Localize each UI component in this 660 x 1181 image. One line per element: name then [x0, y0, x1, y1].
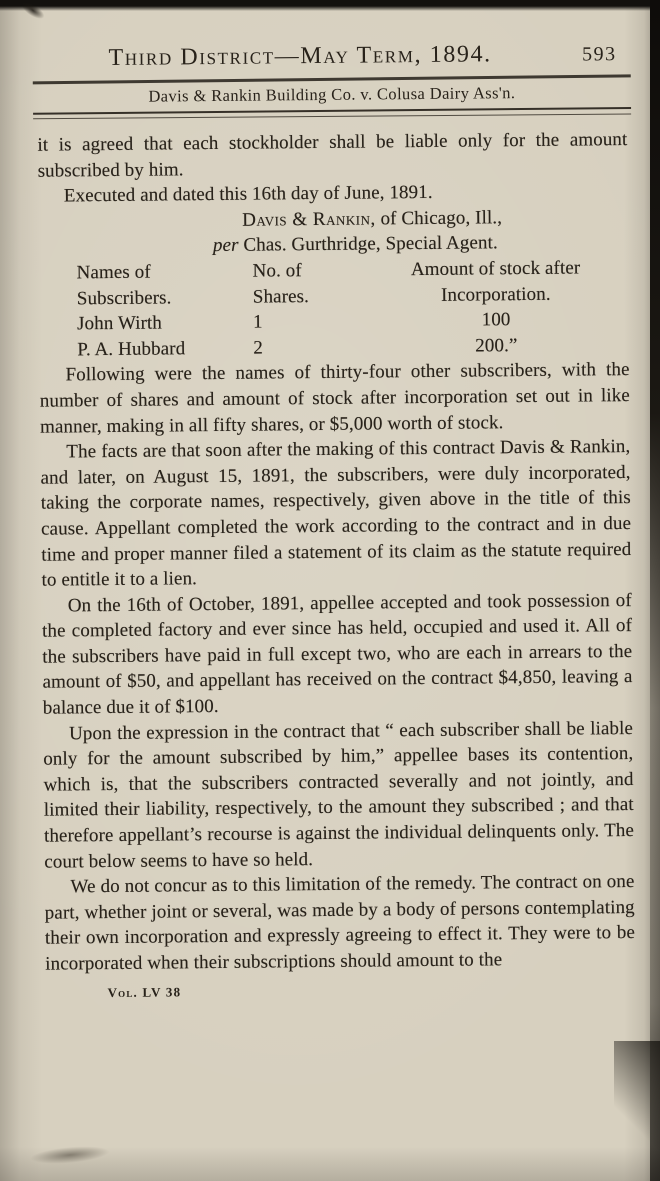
table-cell-amount: 100 [481, 309, 511, 331]
signature-agent-name: Chas. Gurthridge, Special Agent. [238, 232, 498, 257]
case-caption: Davis & Rankin Building Co. v. Colusa Dairy Ass'n. [148, 83, 516, 106]
body-paragraph-following: Following were the names of thirty-four other subscribers, with the number of shares and amount of stock after incorporation set out in like manner, making in all fifty shares, or $5,000 worth of stock. [39, 359, 630, 438]
table-cell-shares: 2 [253, 337, 264, 359]
body-paragraph-facts: The facts are that soon after the making of this contract Davis & Rankin, and later, on August 15, 1891, the subscribers, were duly incorporated, taking the corporate names, respectively, given above in the title of this cause. Appellant completed the work according to the contract and in due time and proper manner filed a statement of its claim as the statute required to entitle it to a lien. [40, 436, 632, 591]
signature-firm-location: of Chicago, Ill., [375, 207, 503, 230]
scan-smudge-bottom-left [29, 1144, 110, 1167]
body-paragraph-continuation: it is agreed that each stockholder shall be liable only for the amount subscribed by him. [37, 129, 628, 182]
body-paragraph-possession: On the 16th of October, 1891, appellee accepted and took possession of the completed factory and ever since has held, occupied and used it. All of the subscribers have paid in full except two, who are each in arrears to the amount of $50, and appellant has received on the contract $4,850, leaving a balance due it of $100. [41, 589, 633, 719]
running-header-title: Third District—May Term, 1894. [108, 41, 492, 72]
table-header-amount-2: Incorporation. [440, 283, 551, 306]
body-paragraph-executed: Executed and dated this 16th day of June, 1891. [63, 182, 433, 207]
running-header [36, 40, 626, 73]
page-number: 593 [581, 43, 617, 66]
subscriber-table [38, 255, 629, 363]
caption-rule-bottom [33, 114, 631, 120]
table-cell-amount: 200.” [475, 334, 518, 357]
table-cell-subscriber-name: P. A. Hubbard [77, 338, 186, 361]
table-header-shares-2: Shares. [252, 285, 310, 308]
opinion-body [37, 127, 635, 977]
body-paragraph-contention: Upon the expression in the contract that “ each subscriber shall be liable only for the amount subscribed by him,” appellee bases its contention, which is, that the subscribers contracted severally and not jointly, and limited their liability, respectively, to the amount they subscribed ; and that therefore appellant’s recourse is against the individual delinquents only. The court below seems to have so held. [43, 717, 635, 873]
signature-firm-name: Davis & Rankin, [242, 208, 376, 231]
body-paragraph-holding: We do not concur as to this limitation of the remedy. The contract on one part, whether joint or several, was made by a body of persons contemplating their own incorporation and expressly agreeing to effect it. They were to be incorporated when their subscriptions should amount to the [44, 871, 636, 975]
table-header-names-1: Names of [76, 261, 151, 284]
table-cell-shares: 1 [252, 311, 263, 333]
scan-corner-bottom-right [614, 1041, 660, 1181]
signature-per-label: per [212, 235, 239, 257]
table-header-amount-1: Amount of stock after [410, 257, 581, 281]
table-cell-subscriber-name: John Wirth [77, 312, 163, 335]
footer-volume: Vol. LV 38 [107, 983, 182, 1000]
table-header-shares-1: No. of [252, 260, 302, 282]
page-content [36, 0, 636, 1001]
scan-right-edge [650, 0, 660, 1181]
caption-double-rule [33, 107, 631, 120]
table-header-names-2: Subscribers. [76, 286, 172, 309]
